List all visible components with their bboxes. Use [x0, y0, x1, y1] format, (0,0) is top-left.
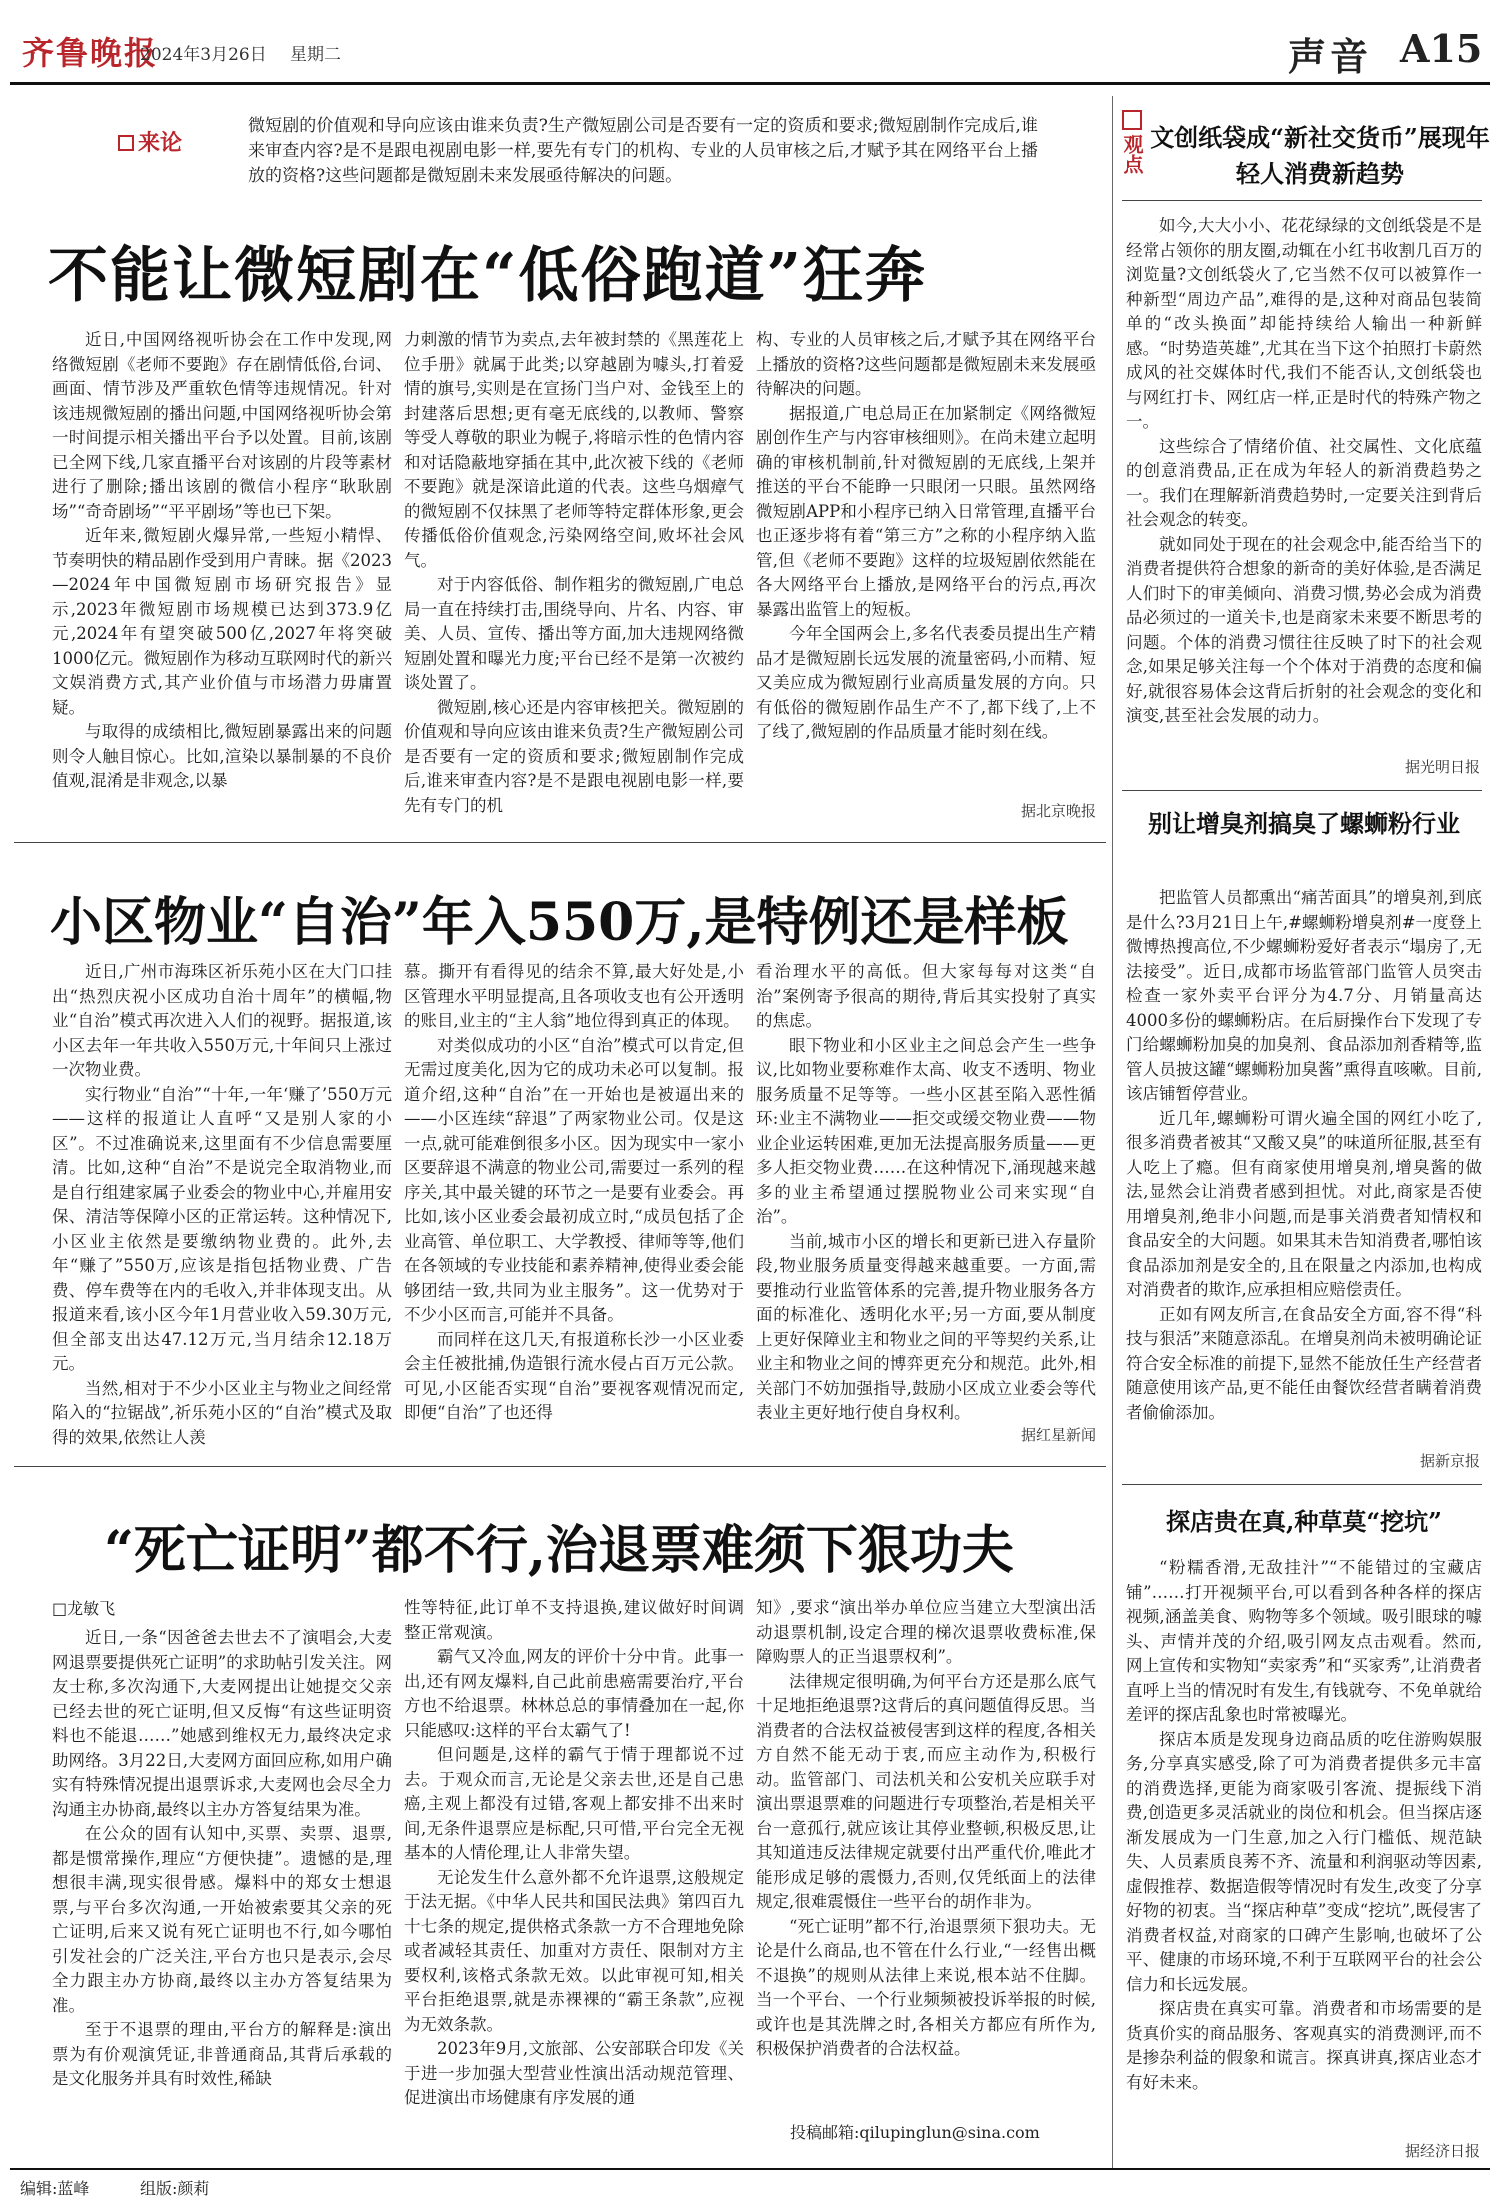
sidebar-article1-title: 文创纸袋成“新社交货币”展现年轻人消费新趋势: [1150, 123, 1490, 188]
sidebar-article1-source: 据光明日报: [1404, 758, 1480, 776]
footer-designer: 组版:颜莉: [140, 2179, 210, 2198]
sidebar-rule: [1122, 200, 1482, 201]
sidebar-article2-body: [1126, 886, 1482, 1446]
article2-col2: [404, 960, 744, 1448]
paragraph: 微短剧,核心还是内容审核把关。微短剧的价值观和导向应该由谁来负责?生产微短剧公司是否要有一定的资质和要求;微短剧制作完成后,谁来审查内容?是不是跟电视剧电影一样,要先有专门的机: [404, 697, 744, 815]
paragraph: 对于内容低俗、制作粗劣的微短剧,广电总局一直在持续打击,围绕导向、片名、内容、审美、人员、宣传、播出等方面,加大违规网络微短剧处置和曝光力度;平台已经不是第一次被约谈处置了。: [404, 575, 744, 692]
paragraph: 对类似成功的小区“自治”模式可以肯定,但无需过度美化,因为它的成功未必可以复制。报道介绍,这种“自治”在一开始也是被逼出来的——小区连续“辞退”了两家物业公司。仅是这一点,就可能难倒很多小区。因为现实中一家小区要辞退不满意的物业公司,需要过一系列的程序关,其中最关键的环节之一是要有业委会。再比如,该小区业委会最初成立时,“成员包括了企业高管、单位职工、大学教授、律师等等,他们在各领域的专业技能和素养精神,使得业委会能够团结一致,共同为业主服务”。这一优势对于不少小区而言,可能并不具备。: [404, 1035, 744, 1324]
paragraph: 近日,广州市海珠区祈乐苑小区在大门口挂出“热烈庆祝小区成功自治十周年”的横幅,物业“自治”模式再次进入人们的视野。据报道,该小区去年一年共收入550万元,十年间只上涨过一次物业费。: [52, 962, 392, 1079]
paragraph: 近日,中国网络视听协会在工作中发现,网络微短剧《老师不要跑》存在剧情低俗,台词、画面、情节涉及严重软色情等违规情况。针对该违规微短剧的播出问题,中国网络视听协会第一时间提示相关播出平台予以处置。目前,该剧已全网下线,几家直播平台对该剧的片段等素材进行了删除;播出该剧的微信小程序“耿耿剧场”“奇奇剧场”“平平剧场”等也已下架。: [52, 330, 392, 521]
paragraph: 今年全国两会上,多名代表委员提出生产精品才是微短剧长远发展的流量密码,小而精、短又美应成为微短剧行业高质量发展的方向。只有低俗的微短剧作品生产不了,都下线了,上不了线了,微短剧的作品质量才能时刻在线。: [756, 624, 1096, 741]
paragraph: 但问题是,这样的霸气于情于理都说不过去。于观众而言,无论是父亲去世,还是自己患癌,主观上都没有过错,客观上都安排不出来时间,无条件退票应是标配,只可惜,平台完全无视基本的人情伦理,让人非常失望。: [404, 1745, 744, 1862]
paragraph: 在公众的固有认知中,买票、卖票、退票,都是惯常操作,理应“方便快捷”。遗憾的是,理想很丰满,现实很骨感。爆料中的郑女士想退票,与平台多次沟通,一开始被索要其父亲的死亡证明,后来又说有死亡证明也不行,如今哪怕引发社会的广泛关注,平台方也只是表示,会尽全力跟主办方协商,最终以主办方答复结果为准。: [52, 1824, 392, 2015]
issue-weekday: 星期二: [290, 45, 341, 65]
paragraph: 眼下物业和小区业主之间总会产生一些争议,比如物业要称难作太高、收支不透明、物业服务质量不足等等。一些小区甚至陷入恶性循环:业主不满物业——拒交或缓交物业费——物业企业运转困难,更加无法提高服务质量——更多人拒交物业费……在这种情况下,涌现越来越多的业主希望通过摆脱物业公司来实现“自治”。: [756, 1035, 1096, 1226]
article3-col2: [404, 1596, 744, 2146]
sidebar-article3-body: [1126, 1556, 1482, 2136]
article3-author: □龙敏飞: [52, 1599, 116, 1618]
paragraph: “粉糯香滑,无敌挂汁”“不能错过的宝藏店铺”……打开视频平台,可以看到各种各样的探店视频,涵盖美食、购物等多个领域。吸引眼球的噱头、声情并茂的介绍,吸引网友点击观看。然而,网上宣传和实物知“卖家秀”和“买家秀”,让消费者直呼上当的情况时有发生,有钱就夸、不免单就给差评的探店乱象也时常被曝光。: [1126, 1558, 1482, 1724]
paragraph: 至于不退票的理由,平台方的解释是:演出票为有价观演凭证,非普通商品,其背后承载的是文化服务并具有时效性,稀缺: [52, 2020, 392, 2088]
masthead-rule: [10, 82, 1490, 85]
sidebar-article3-source: 据经济日报: [1404, 2142, 1480, 2160]
sidebar-label-text: 观点: [1120, 134, 1144, 174]
paragraph: 当前,城市小区的增长和更新已进入存量阶段,物业服务质量变得越来越重要。一方面,需要推动行业监管体系的完善,提升物业服务各方面的标准化、透明化水平;另一方面,要从制度上更好保障业主和物业之间的平等契约关系,让业主和物业之间的博弈更充分和规范。此外,相关部门不妨加强指导,鼓励小区成立业委会等代表业主更好地行使自身权利。: [756, 1231, 1096, 1420]
article1-title: 不能让微短剧在“低俗跑道”狂奔: [48, 241, 928, 311]
sidebar-article2-source: 据新京报: [1419, 1452, 1480, 1470]
article1-source: 据北京晚报: [1020, 802, 1096, 820]
article2-title: 小区物业“自治”年入550万,是特例还是样板: [50, 892, 1069, 953]
article1-col1: [52, 328, 392, 826]
sidebar-article1-body: [1126, 214, 1482, 754]
article2-col3: [756, 960, 1096, 1420]
page-number: A15: [1400, 26, 1483, 71]
lead-paragraph: 微短剧的价值观和导向应该由谁来负责?生产微短剧公司是否要有一定的资质和要求;微短剧制作完成后,谁来审查内容?是不是跟电视剧电影一样,要先有专门的机构、专业的人员审核之后,才赋予其在网络平台上播放的资格?这些问题都是微短剧未来发展亟待解决的问题。: [248, 116, 1038, 186]
paragraph: 性等特征,此订单不支持退换,建议做好时间调整正常观演。: [404, 1598, 744, 1642]
paragraph: 正如有网友所言,在食品安全方面,容不得“科技与狠活”来随意添乱。在增臭剂尚未被明确论证符合安全标准的前提下,显然不能放任生产经营者随意使用该产品,更不能任由餐饮经营者瞒着消费者偷偷添加。: [1126, 1304, 1482, 1422]
article3-title: “死亡证明”都不行,治退票难须下狠功夫: [104, 1520, 1014, 1581]
paragraph: 而同样在这几天,有报道称长沙一小区业委会主任被批捕,伪造银行流水侵占百万元公款。可见,小区能否实现“自治”要视客观情况而定,即便“自治”了也还得: [404, 1329, 744, 1422]
section-rule: [14, 1466, 1106, 1467]
paragraph: 2023年9月,文旅部、公安部联合印发《关于进一步加强大型营业性演出活动规范管理、促进演出市场健康有序发展的通: [404, 2039, 744, 2107]
footer-rule: [10, 2168, 1490, 2170]
tag-box-icon: [118, 135, 134, 151]
paragraph: 力刺激的情节为卖点,去年被封禁的《黑莲花上位手册》就属于此类;以穿越剧为噱头,打着爱情的旗号,实则是在宣扬门当户对、金钱至上的封建落后思想;更有毫无底线的,以教师、警察等受人尊敬的职业为幌子,将暗示性的色情内容和对话隐蔽地穿插在其中,此次被下线的《老师不要跑》就是深谙此道的代表。这些乌烟瘴气的微短剧不仅抹黑了老师等特定群体形象,更会传播低俗价值观念,污染网络空间,败坏社会风气。: [404, 330, 744, 570]
paragraph: 霸气又冷血,网友的评价十分中肯。此事一出,还有网友爆料,自己此前患癌需要治疗,平台方也不给退票。林林总总的事情叠加在一起,你只能感叹:这样的平台太霸气了!: [404, 1647, 744, 1740]
sidebar-label: [1120, 110, 1144, 174]
paragraph: 慕。撕开有看得见的结余不算,最大好处是,小区管理水平明显提高,且各项收支也有公开透明的账目,业主的“主人翁”地位得到真正的体现。: [404, 962, 744, 1030]
paragraph: 当然,相对于不少小区业主与物业之间经常陷入的“拉锯战”,祈乐苑小区的“自治”模式及取得的效果,依然让人羡: [52, 1378, 392, 1447]
article1-col3: [756, 328, 1096, 796]
paragraph: 近日,一条“因爸爸去世去不了演唱会,大麦网退票要提供死亡证明”的求助帖引发关注。网友士称,多次沟通下,大麦网提出让她提交父亲已经去世的死亡证明,但又反悔“有这些证明资料也不能退……”她感到维权无力,最终决定求助网络。3月22日,大麦网方面回应称,如用户确实有特殊情况提出退票诉求,大麦网也会尽全力沟通主办协商,最终以主办方答复结果为准。: [52, 1628, 392, 1819]
paragraph: 探店贵在真实可靠。消费者和市场需要的是货真价实的商品服务、客观真实的消费测评,而不是掺杂利益的假象和谎言。探真讲真,探店业态才有好未来。: [1126, 1999, 1482, 2092]
paragraph: 如今,大大小小、花花绿绿的文创纸袋是不是经常占领你的朋友圈,动辄在小红书收割几百万的浏览量?文创纸袋火了,它当然不仅可以被算作一种新型“周边产品”,难得的是,这种对商品包装简单的“改头换面”却能持续给人输出一种新鲜感。“时势造英雄”,尤其在当下这个拍照打卡蔚然成风的社交媒体时代,我们不能否认,文创纸袋也与网红打卡、网红店一样,正是时代的特殊产物之一。: [1126, 216, 1482, 431]
newspaper-logo: 齐鲁晚报: [22, 34, 159, 72]
lead-tag-label: 来论: [138, 130, 183, 156]
article3-col3: [756, 1596, 1096, 2116]
paragraph: 看治理水平的高低。但大家每每对这类“自治”案例寄予很高的期待,背后其实投射了真实的焦虑。: [756, 962, 1096, 1030]
sidebar-article2-title: 别让增臭剂搞臭了螺蛳粉行业: [1148, 809, 1460, 838]
sidebar-rule: [1122, 790, 1482, 791]
paragraph: 与取得的成绩相比,微短剧暴露出来的问题则令人触目惊心。比如,渲染以暴制暴的不良价值观,混淆是非观念,以暴: [52, 722, 392, 790]
paragraph: 构、专业的人员审核之后,才赋予其在网络平台上播放的资格?这些问题都是微短剧未来发展亟待解决的问题。: [756, 330, 1096, 398]
sidebar-rule: [1122, 1484, 1482, 1485]
article3-col1: [52, 1626, 392, 2146]
paragraph: 法律规定很明确,为何平台方还是那么底气十足地拒绝退票?这背后的真问题值得反思。当消费者的合法权益被侵害到这样的程度,各相关方自然不能无动于衷,而应主动作为,积极行动。监管部门、司法机关和公安机关应联手对演出票退票难的问题进行专项整治,若是相关平台一意孤行,就应该让其停业整顿,积极反思,让其知道违反法律规定就要付出严重代价,唯此才能形成足够的震慑力,否则,仅凭纸面上的法律规定,很难震慑住一些平台的胡作非为。: [756, 1671, 1096, 1911]
paragraph: 把监管人员都熏出“痛苦面具”的增臭剂,到底是什么?3月21日上午,#螺蛳粉增臭剂#一度登上微博热搜高位,不少螺蛳粉爱好者表示“塌房了,无法接受”。近日,成都市场监管部门监管人员突击检查一家外卖平台评分为4.7分、月销量高达4000多份的螺蛳粉店。在后厨操作台下发现了专门给螺蛳粉加臭的加臭剂、食品添加剂香精等,监管人员披这罐“螺蛳粉加臭酱”熏得直咳嗽。目前,该店铺暂停营业。: [1126, 888, 1482, 1103]
paragraph: 实行物业“自治”“十年,一年‘赚了’550万元——这样的报道让人直呼“又是别人家的小区”。不过准确说来,这里面有不少信息需要厘清。比如,这种“自治”不是说完全取消物业,而是自行组建家属子业委会的物业中心,并雇用安保、清洁等保障小区的正常运转。这种情况下,小区业主依然是要缴纳物业费的。此外,去年“赚了”550万,应该是指包括物业费、广告费、停车费等在内的毛收入,并非体现支出。从报道来看,该小区今年1月营业收入59.30万元,但全部支出达47.12万元,当月结余12.18万元。: [52, 1084, 392, 1373]
section-rule: [14, 842, 1106, 843]
lead-tag: [118, 126, 182, 157]
paragraph: “死亡证明”都不行,治退票须下狠功夫。无论是什么商品,也不管在什么行业,“一经售出概不退换”的规则从法律上来说,根本站不住脚。当一个平台、一个行业频频被投诉举报的时候,或许也是其洗牌之时,各相关方都应有所作为,积极保护消费者的合法权益。: [756, 1916, 1096, 2058]
paragraph: 探店本质是发现身边商品质的吃住游购娱服务,分享真实感受,除了可为消费者提供多元丰富的消费选择,更能为商家吸引客流、提振线下消费,创造更多灵活就业的岗位和机会。但当探店逐渐发展成为一门生意,加之入行门槛低、规范缺失、人员素质良莠不齐、流量和利润驱动等因素,虚假推荐、数据造假等情况时有发生,改变了分享好物的初衷。当“探店种草”变成“挖坑”,既侵害了消费者权益,对商家的口碑产生影响,也破坏了公平、健康的市场环境,不利于互联网平台的社会公信力和长远发展。: [1126, 1729, 1482, 1994]
paragraph: 知》,要求“演出举办单位应当建立大型演出活动退票机制,设定合理的梯次退票收费标准,保障购票人的正当退票权利”。: [756, 1598, 1096, 1666]
submission-email: 投稿邮箱:qilupinglun@sina.com: [790, 2123, 1040, 2142]
article2-col1: [52, 960, 392, 1448]
paragraph: 据报道,广电总局正在加紧制定《网络微短剧创作生产与内容审核细则》。在尚未建立起明确的审核机制前,针对微短剧的无底线,上架并推送的平台不能睁一只眼闭一只眼。虽然网络微短剧APP和小程序已纳入日常管理,直播平台也正逐步将有着“第三方”之称的小程序纳入监管,但《老师不要跑》这样的垃圾短剧依然能在各大网络平台上播放,是网络平台的污点,再次暴露出监管上的短板。: [756, 403, 1096, 619]
article1-col2: [404, 328, 744, 826]
label-box-icon: [1122, 110, 1142, 130]
footer-editor: 编辑:蓝峰: [20, 2179, 90, 2198]
paragraph: 就如同处于现在的社会观念中,能否给当下的消费者提供符合想象的新奇的美好体验,是否满足人们时下的审美倾向、消费习惯,势必会成为消费品必须过的一道关卡,也是商家未来要不断思考的问题。个体的消费习惯往往反映了时下的社会观念,如果足够关注每一个个体对于消费的态度和偏好,就很容易体会这背后折射的社会观念的变化和演变,甚至社会发展的动力。: [1126, 534, 1482, 725]
paragraph: 近年来,微短剧火爆异常,一些短小精悍、节奏明快的精品剧作受到用户青睐。据《2023—2024年中国微短剧市场研究报告》显示,2023年微短剧市场规模已达到373.9亿元,2024年有望突破500亿,2027年将突破1000亿元。微短剧作为移动互联网时代的新兴文娱消费方式,其产业价值与市场潜力毋庸置疑。: [52, 526, 392, 717]
section-name: 声音: [1288, 34, 1373, 79]
article2-source: 据红星新闻: [1020, 1426, 1096, 1444]
paragraph: 近几年,螺蛳粉可谓火遍全国的网红小吃了,很多消费者被其“又酸又臭”的味道所征服,甚至有人吃上了瘾。但有商家使用增臭剂,增臭酱的做法,显然会让消费者感到担忧。对此,商家是否使用增臭剂,绝非小问题,而是事关消费者知情权和食品安全的大问题。如果其未告知消费者,哪怕该食品添加剂是安全的,且在限量之内添加,也构成对消费者的欺诈,应承担相应赔偿责任。: [1126, 1108, 1482, 1299]
column-divider: [1112, 96, 1113, 2168]
paragraph: 无论发生什么意外都不允许退票,这般规定于法无据。《中华人民共和国民法典》第四百九十七条的规定,提供格式条款一方不合理地免除或者减轻其责任、加重对方责任、限制对方主要权利,该格式条款无效。以此审视可知,相关平台拒绝退票,就是赤裸裸的“霸王条款”,应视为无效条款。: [404, 1867, 744, 2034]
sidebar-article3-title: 探店贵在真,种草莫“挖坑”: [1166, 1507, 1442, 1536]
issue-date: 2024年3月26日: [140, 45, 267, 65]
paragraph: 这些综合了情绪价值、社交属性、文化底蕴的创意消费品,正在成为年轻人的新消费趋势之一。我们在理解新消费趋势时,一定要关注到背后社会观念的转变。: [1126, 436, 1482, 529]
